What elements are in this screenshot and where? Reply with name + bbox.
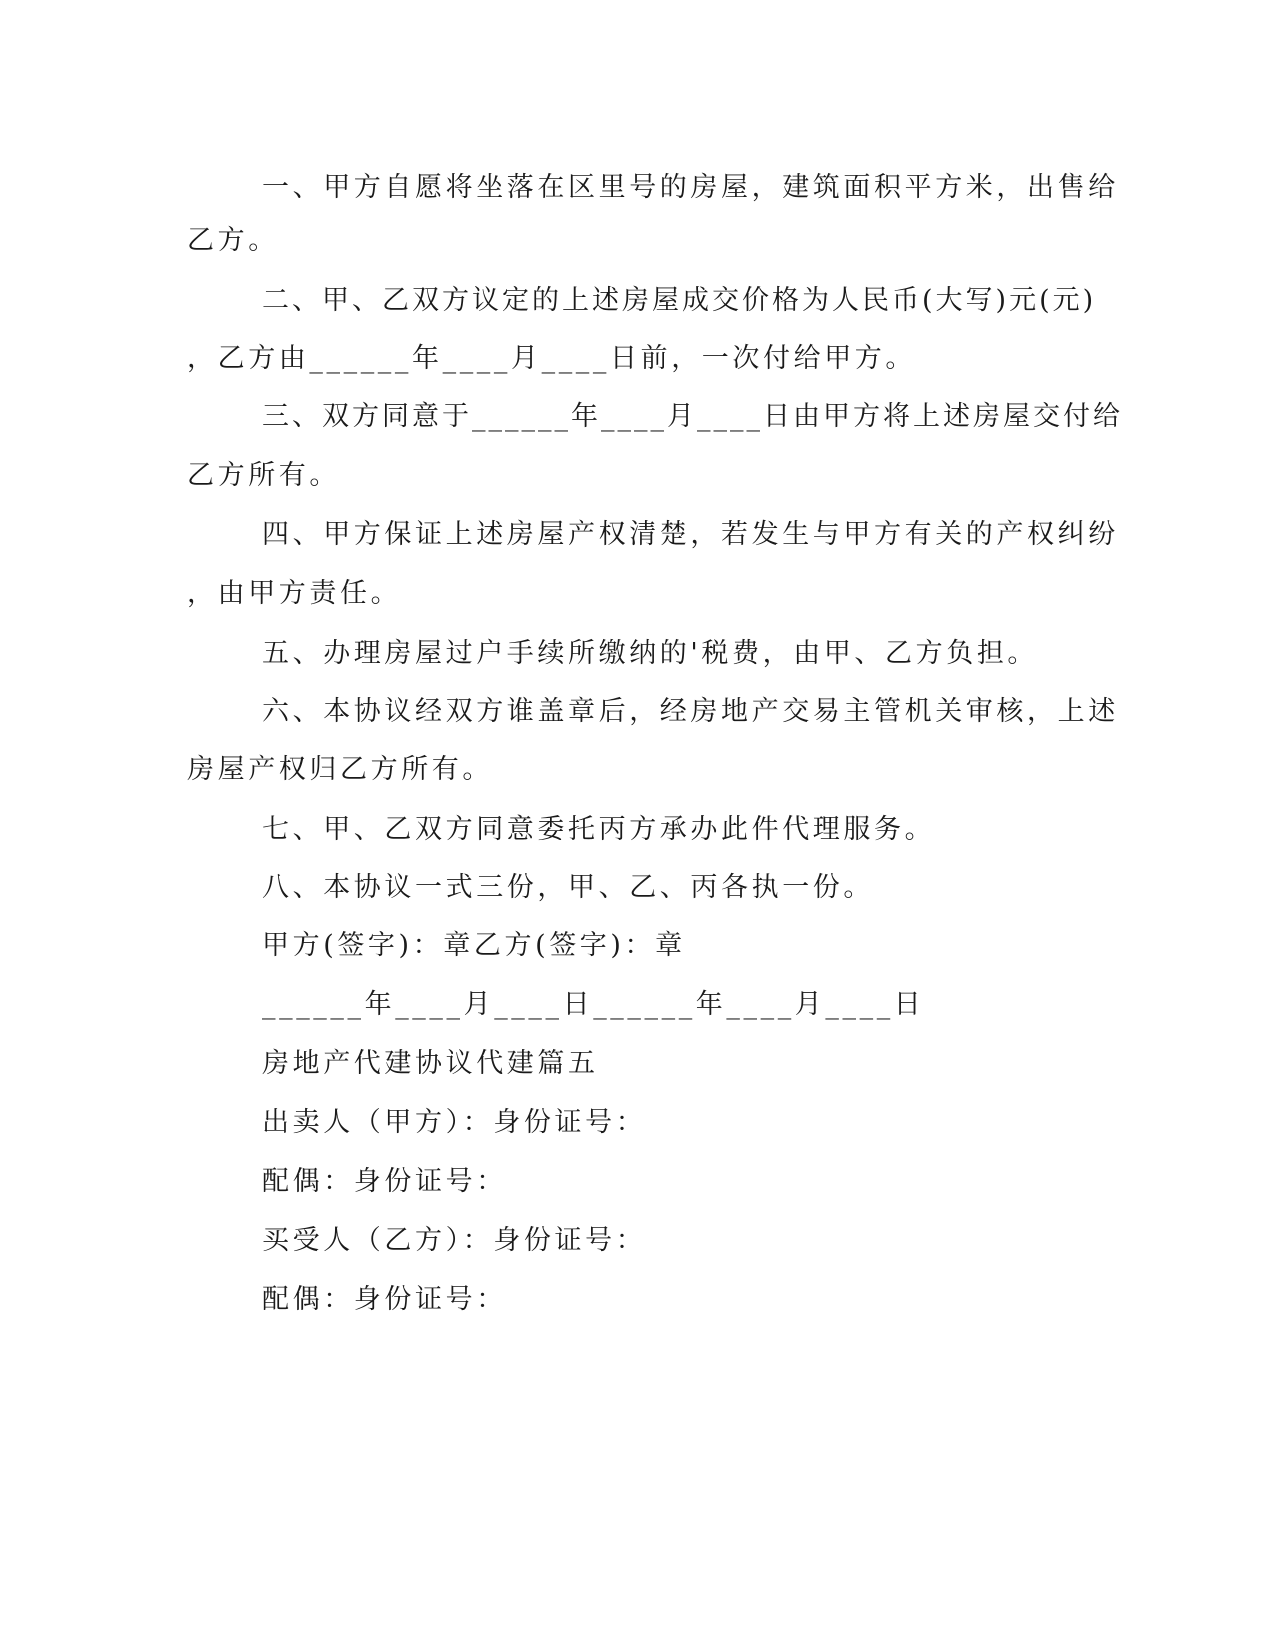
buyer-spouse-id-line: 配偶：身份证号： [262,1284,507,1315]
clause-5: 五、办理房屋过户手续所缴纳的'税费，由甲、乙方负担。 [262,638,1039,669]
date-line: ______年____月____日______年____月____日 [262,989,925,1020]
signature-line: 甲方(签字)：章乙方(签字)：章 [262,930,686,961]
clause-8: 八、本协议一式三份，甲、乙、丙各执一份。 [262,872,874,903]
clause-6-line-1: 六、本协议经双方谁盖章后，经房地产交易主管机关审核，上述 [262,696,1119,727]
section-heading: 房地产代建协议代建篇五 [262,1048,599,1079]
clause-2-line-1: 二、甲、乙双方议定的上述房屋成交价格为人民币(大写)元(元) [262,285,1097,316]
clause-1-line-2: 乙方。 [187,225,279,256]
buyer-id-line: 买受人（乙方）：身份证号： [262,1225,647,1256]
clause-4-line-2: ，由甲方责任。 [187,578,402,609]
clause-1-line-1: 一、甲方自愿将坐落在区里号的房屋，建筑面积平方米，出售给 [262,172,1119,203]
clause-7: 七、甲、乙双方同意委托丙方承办此件代理服务。 [262,814,936,845]
seller-spouse-id-line: 配偶：身份证号： [262,1166,507,1197]
clause-6-line-2: 房屋产权归乙方所有。 [187,754,493,785]
clause-4-line-1: 四、甲方保证上述房屋产权清楚，若发生与甲方有关的产权纠纷 [262,519,1119,550]
seller-id-line: 出卖人（甲方）：身份证号： [262,1107,647,1138]
clause-2-line-2: ，乙方由______年____月____日前，一次付给甲方。 [187,343,916,374]
clause-3-line-1: 三、双方同意于______年____月____日由甲方将上述房屋交付给 [262,401,1123,432]
clause-3-line-2: 乙方所有。 [187,460,340,491]
